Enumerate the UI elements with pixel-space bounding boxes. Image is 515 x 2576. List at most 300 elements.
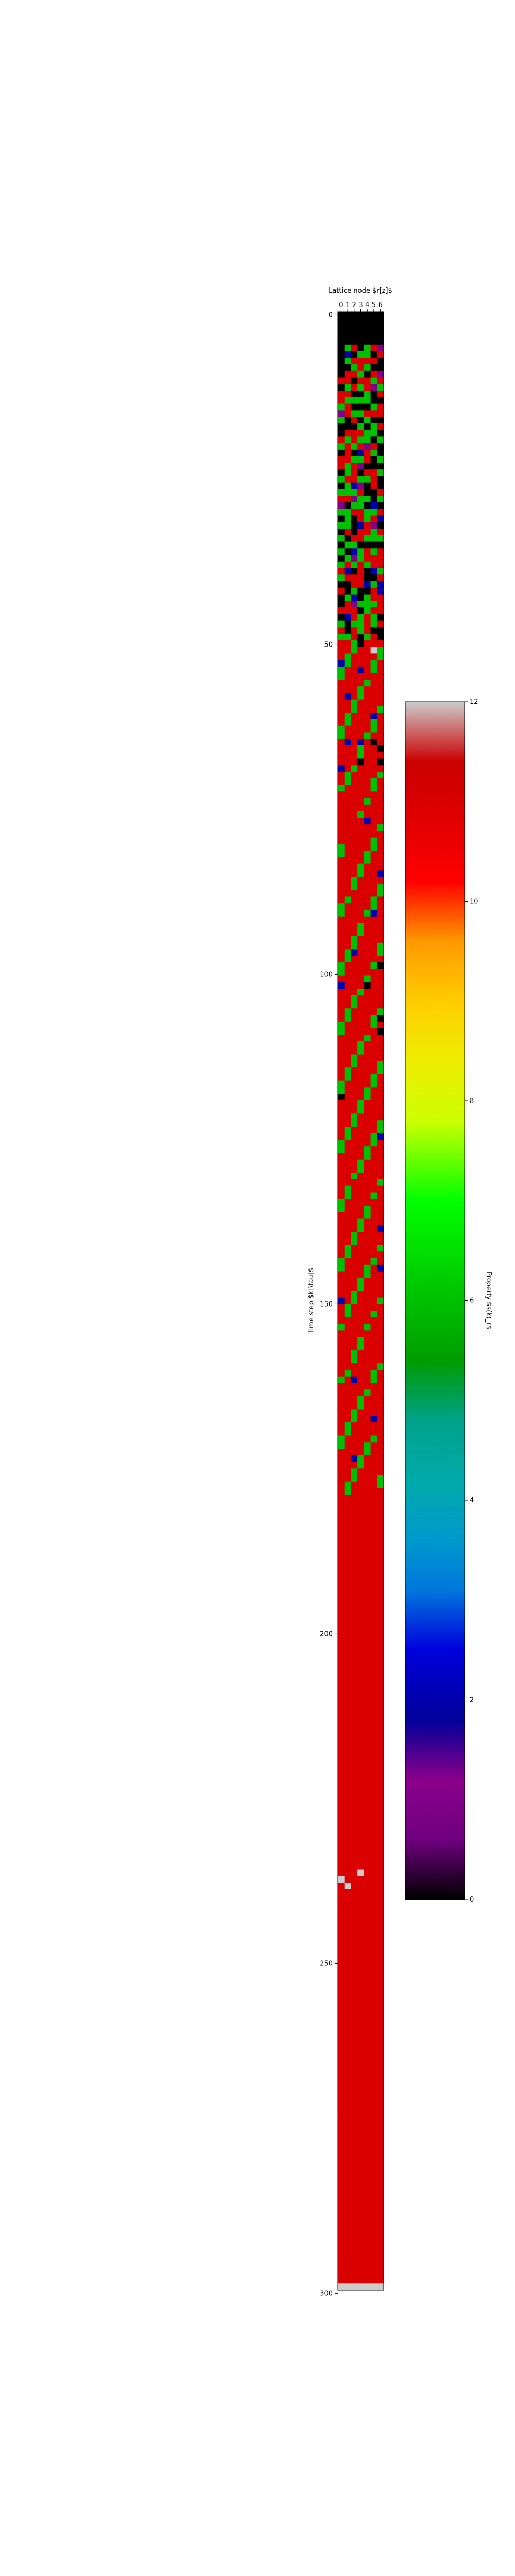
heatmap-cell <box>371 989 377 995</box>
heatmap-cell <box>345 1239 351 1245</box>
heatmap-cell <box>345 2027 351 2034</box>
heatmap-cell <box>357 1219 364 1226</box>
heatmap-cell <box>345 1186 351 1193</box>
heatmap-cell <box>377 1744 384 1751</box>
heatmap-cell <box>338 1100 345 1107</box>
heatmap-cell <box>338 1718 345 1725</box>
heatmap-cell <box>351 1245 357 1252</box>
heatmap-cell <box>371 325 377 332</box>
heatmap-cell <box>345 1002 351 1009</box>
heatmap-cell <box>345 976 351 982</box>
heatmap-cell <box>377 896 384 903</box>
heatmap-cell <box>338 1488 345 1495</box>
heatmap-cell <box>357 2066 364 2073</box>
heatmap-cell <box>371 2027 377 2034</box>
heatmap-cell <box>377 1028 384 1035</box>
heatmap-cell <box>377 1639 384 1646</box>
heatmap-cell <box>345 1804 351 1810</box>
heatmap-cell <box>357 1994 364 2001</box>
heatmap-cell <box>364 1067 371 1074</box>
heatmap-cell <box>338 765 345 772</box>
heatmap-cell <box>357 2040 364 2047</box>
heatmap-cell <box>364 1718 371 1725</box>
heatmap-cell <box>377 2139 384 2146</box>
heatmap-cell <box>357 496 364 502</box>
heatmap-cell <box>351 851 357 857</box>
heatmap-cell <box>338 772 345 778</box>
heatmap-cell <box>377 1160 384 1166</box>
heatmap-cell <box>357 1455 364 1462</box>
heatmap-cell <box>371 713 377 719</box>
heatmap-cell <box>357 1771 364 1777</box>
heatmap-cell <box>371 1008 377 1015</box>
heatmap-cell <box>338 1193 345 1199</box>
heatmap-cell <box>338 331 345 338</box>
heatmap-cell <box>357 1699 364 1705</box>
heatmap-cell <box>351 1350 357 1357</box>
heatmap-cell <box>338 1350 345 1357</box>
heatmap-cell <box>345 1468 351 1475</box>
heatmap-cell <box>371 1041 377 1048</box>
heatmap-cell <box>357 338 364 345</box>
heatmap-cell <box>371 1909 377 1916</box>
heatmap-cell <box>338 1410 345 1416</box>
heatmap-cell <box>345 423 351 430</box>
heatmap-cell <box>351 1823 357 1830</box>
heatmap-cell <box>351 2139 357 2146</box>
heatmap-cell <box>345 588 351 595</box>
heatmap-cell <box>371 542 377 549</box>
heatmap-cell <box>377 1061 384 1067</box>
heatmap-cell <box>338 1810 345 1817</box>
heatmap-cell <box>364 1298 371 1304</box>
heatmap-cell <box>338 1239 345 1245</box>
heatmap-cell <box>377 1797 384 1804</box>
heatmap-cell <box>371 2119 377 2126</box>
heatmap-cell <box>364 805 371 811</box>
heatmap-cell <box>371 1968 377 1975</box>
heatmap-cell <box>351 2231 357 2238</box>
heatmap-cell <box>364 436 371 443</box>
heatmap-cell <box>351 535 357 542</box>
heatmap-cell <box>371 1160 377 1166</box>
heatmap-cell <box>371 1015 377 1022</box>
heatmap-cell <box>338 1521 345 1528</box>
heatmap-cell <box>338 2093 345 2099</box>
heatmap-cell <box>377 1876 384 1883</box>
heatmap-cell <box>345 1350 351 1357</box>
heatmap-cell <box>371 1961 377 1968</box>
heatmap-cell <box>377 423 384 430</box>
heatmap-cell <box>351 1613 357 1620</box>
heatmap-cell <box>345 378 351 384</box>
heatmap-cell <box>371 851 377 857</box>
heatmap-cell <box>377 410 384 417</box>
heatmap-cell <box>371 1804 377 1810</box>
heatmap-cell <box>345 949 351 956</box>
heatmap-cell <box>364 2054 371 2060</box>
heatmap-cell <box>371 1298 377 1304</box>
heatmap-cell <box>357 1758 364 1765</box>
heatmap-cell <box>371 1541 377 1548</box>
heatmap-cell <box>364 397 371 404</box>
heatmap-cell <box>377 1232 384 1239</box>
heatmap-cell <box>357 2185 364 2192</box>
heatmap-cell <box>338 1732 345 1738</box>
heatmap-cell <box>371 2007 377 2014</box>
heatmap-cell <box>345 522 351 529</box>
heatmap-cell <box>345 1685 351 1692</box>
heatmap-cell <box>345 811 351 818</box>
heatmap-cell <box>371 949 377 956</box>
heatmap-cell <box>357 1350 364 1357</box>
heatmap-cell <box>357 1804 364 1810</box>
heatmap-cell <box>371 489 377 496</box>
heatmap-cell <box>357 568 364 575</box>
heatmap-cell <box>351 1495 357 1501</box>
heatmap-cell <box>371 1403 377 1410</box>
heatmap-cell <box>338 443 345 450</box>
heatmap-cell <box>357 2218 364 2225</box>
heatmap-cell <box>338 1081 345 1088</box>
heatmap-cell <box>377 1646 384 1653</box>
heatmap-cell <box>377 1554 384 1561</box>
heatmap-cell <box>338 2113 345 2120</box>
heatmap-cell <box>338 923 345 929</box>
heatmap-cell <box>351 693 357 700</box>
heatmap-cell <box>351 1166 357 1173</box>
heatmap-cell <box>364 1751 371 1758</box>
heatmap-cell <box>371 1863 377 1870</box>
y-tick-label: 200 <box>320 1630 333 1638</box>
heatmap-cell <box>377 870 384 877</box>
heatmap-cell <box>364 1817 371 1823</box>
heatmap-cell <box>345 1942 351 1948</box>
heatmap-cell <box>338 515 345 522</box>
heatmap-cell <box>364 1278 371 1284</box>
heatmap-cell <box>364 713 371 719</box>
heatmap-cell <box>338 614 345 621</box>
heatmap-cell <box>377 759 384 766</box>
heatmap-cell <box>338 831 345 838</box>
heatmap-cell <box>351 1002 357 1009</box>
heatmap-cell <box>371 364 377 371</box>
heatmap-cell <box>377 929 384 936</box>
heatmap-cell <box>351 1633 357 1639</box>
heatmap-cell <box>357 772 364 778</box>
heatmap-cell <box>351 318 357 325</box>
heatmap-cell <box>338 2021 345 2027</box>
heatmap-cell <box>338 1337 345 1344</box>
heatmap-cell <box>338 1002 345 1009</box>
heatmap-cell <box>371 2080 377 2087</box>
heatmap-cell <box>364 1889 371 1896</box>
heatmap-cell <box>357 739 364 745</box>
heatmap-cell <box>345 1620 351 1626</box>
heatmap-cell <box>345 331 351 338</box>
heatmap-cell <box>351 2099 357 2106</box>
heatmap-cell <box>364 1370 371 1377</box>
heatmap-cell <box>345 2054 351 2060</box>
heatmap-cell <box>351 706 357 713</box>
heatmap-cell <box>377 1403 384 1410</box>
heatmap-cell <box>357 1889 364 1896</box>
heatmap-cell <box>351 1699 357 1705</box>
heatmap-cell <box>357 693 364 700</box>
heatmap-cell <box>364 489 371 496</box>
heatmap-cell <box>351 1777 357 1784</box>
heatmap-cell <box>377 995 384 1002</box>
heatmap-cell <box>357 1041 364 1048</box>
heatmap-cell <box>357 719 364 726</box>
heatmap-cell <box>351 2152 357 2159</box>
heatmap-cell <box>371 1133 377 1140</box>
heatmap-cell <box>338 1291 345 1298</box>
heatmap-cell <box>345 542 351 549</box>
heatmap-cell <box>377 2172 384 2178</box>
heatmap-cell <box>377 522 384 529</box>
heatmap-cell <box>364 2047 371 2054</box>
heatmap-cell <box>338 1436 345 1443</box>
heatmap-cell <box>357 667 364 673</box>
heatmap-cell <box>364 1337 371 1344</box>
heatmap-cell <box>351 1725 357 1732</box>
heatmap-cell <box>364 1245 371 1252</box>
heatmap-cell <box>338 910 345 917</box>
heatmap-cell <box>364 1146 371 1153</box>
heatmap-cell <box>338 627 345 634</box>
heatmap-cell <box>357 1639 364 1646</box>
heatmap-cell <box>364 2033 371 2040</box>
heatmap-cell <box>371 1324 377 1331</box>
heatmap-cell <box>364 614 371 621</box>
heatmap-cell <box>364 851 371 857</box>
heatmap-cell <box>357 1501 364 1508</box>
heatmap-cell <box>345 2106 351 2113</box>
heatmap-cell <box>357 1850 364 1856</box>
heatmap-cell <box>377 877 384 884</box>
heatmap-cell <box>338 1672 345 1679</box>
heatmap-cell <box>364 1291 371 1298</box>
heatmap-cell <box>345 1074 351 1081</box>
heatmap-cell <box>364 627 371 634</box>
heatmap-cell <box>371 1350 377 1357</box>
heatmap-cell <box>351 2198 357 2205</box>
heatmap-cell <box>351 1981 357 1988</box>
heatmap-cell <box>364 1850 371 1856</box>
heatmap-cell <box>338 1594 345 1600</box>
heatmap-cell <box>364 469 371 476</box>
heatmap-cell <box>351 2218 357 2225</box>
heatmap-cell <box>357 312 364 318</box>
heatmap-cell <box>371 844 377 851</box>
heatmap-cell <box>345 1699 351 1705</box>
heatmap-cell <box>371 1127 377 1133</box>
heatmap-cell <box>345 1028 351 1035</box>
heatmap-cell <box>377 2021 384 2027</box>
heatmap-cell <box>338 1653 345 1659</box>
heatmap-cell <box>351 877 357 884</box>
heatmap-cell <box>357 1462 364 1469</box>
heatmap-cell <box>371 1120 377 1127</box>
heatmap-cell <box>377 2198 384 2205</box>
heatmap-cell <box>377 1758 384 1765</box>
heatmap-cell <box>371 785 377 792</box>
heatmap-cell <box>345 2244 351 2251</box>
heatmap-cell <box>364 2060 371 2066</box>
heatmap-cell <box>351 1784 357 1791</box>
heatmap-cell <box>345 410 351 417</box>
heatmap-cell <box>351 1173 357 1179</box>
heatmap-cell <box>364 1758 371 1765</box>
heatmap-cell <box>364 1035 371 1041</box>
heatmap-cell <box>345 2001 351 2008</box>
heatmap-cell <box>364 2231 371 2238</box>
heatmap-cell <box>351 1955 357 1961</box>
heatmap-cell <box>357 1035 364 1041</box>
heatmap-cell <box>345 404 351 411</box>
heatmap-cell <box>357 1764 364 1771</box>
colorbar-tick-label: 0 <box>470 1896 474 1904</box>
heatmap-cell <box>338 607 345 614</box>
heatmap-cell <box>338 1225 345 1232</box>
heatmap-cell <box>338 463 345 469</box>
heatmap-cell <box>371 640 377 647</box>
heatmap-cell <box>377 2040 384 2047</box>
heatmap-cell <box>357 1357 364 1363</box>
heatmap-cell <box>338 1528 345 1534</box>
heatmap-cell <box>351 838 357 844</box>
heatmap-cell <box>345 391 351 397</box>
heatmap-cell <box>357 436 364 443</box>
heatmap-cell <box>364 515 371 522</box>
heatmap-cell <box>357 1008 364 1015</box>
heatmap-cell <box>351 719 357 726</box>
heatmap-cell <box>371 1495 377 1501</box>
heatmap-cell <box>364 982 371 989</box>
heatmap-cell <box>377 1626 384 1633</box>
heatmap-cell <box>345 417 351 423</box>
heatmap-cell <box>377 1561 384 1567</box>
heatmap-cell <box>338 745 345 752</box>
heatmap-cell <box>371 2211 377 2218</box>
heatmap-cell <box>371 1692 377 1699</box>
heatmap-cell <box>338 1534 345 1541</box>
heatmap-cell <box>345 943 351 950</box>
heatmap-cell <box>364 391 371 397</box>
heatmap-cell <box>377 673 384 680</box>
heatmap-cell <box>351 2106 357 2113</box>
heatmap-cell <box>377 1738 384 1744</box>
heatmap-cell <box>364 1468 371 1475</box>
heatmap-cell <box>338 818 345 824</box>
heatmap-cell <box>338 2001 345 2008</box>
heatmap-cell <box>377 489 384 496</box>
heatmap-cell <box>357 903 364 910</box>
heatmap-cell <box>364 1606 371 1613</box>
heatmap-cell <box>377 1265 384 1272</box>
heatmap-cell <box>345 2224 351 2231</box>
heatmap-cell <box>371 1547 377 1554</box>
heatmap-cell <box>351 1863 357 1870</box>
heatmap-cell <box>345 2007 351 2014</box>
heatmap-cell <box>377 1094 384 1100</box>
heatmap-cell <box>357 345 364 351</box>
heatmap-cell <box>371 1850 377 1856</box>
heatmap-cell <box>364 1265 371 1272</box>
heatmap-cell <box>338 601 345 607</box>
heatmap-cell <box>364 791 371 798</box>
heatmap-cell <box>377 686 384 693</box>
heatmap-cell <box>351 351 357 358</box>
heatmap-cell <box>338 2106 345 2113</box>
heatmap-cell <box>371 752 377 759</box>
heatmap-cell <box>351 1916 357 1922</box>
heatmap-cell <box>364 1561 371 1567</box>
heatmap-cell <box>377 318 384 325</box>
heatmap-cell <box>357 1896 364 1903</box>
heatmap-cell <box>345 1784 351 1791</box>
heatmap-cell <box>345 1442 351 1449</box>
heatmap-cell <box>338 430 345 437</box>
heatmap-cell <box>345 956 351 962</box>
heatmap-cell <box>345 1488 351 1495</box>
heatmap-cell <box>377 805 384 811</box>
heatmap-cell <box>371 417 377 423</box>
heatmap-cell <box>364 1258 371 1265</box>
heatmap-cell <box>377 1422 384 1429</box>
heatmap-cell <box>364 1403 371 1410</box>
heatmap-cell <box>377 706 384 713</box>
heatmap-cell <box>351 1475 357 1482</box>
heatmap-cell <box>357 910 364 917</box>
heatmap-cell <box>345 555 351 562</box>
heatmap-cell <box>357 1685 364 1692</box>
heatmap-cell <box>364 2139 371 2146</box>
heatmap-cell <box>345 1383 351 1389</box>
heatmap-cell <box>371 2132 377 2139</box>
heatmap-cell <box>357 1922 364 1929</box>
heatmap-cell <box>377 1666 384 1672</box>
heatmap-cell <box>357 1534 364 1541</box>
heatmap-cell <box>377 745 384 752</box>
heatmap-cell <box>371 2218 377 2225</box>
heatmap-cell <box>371 1955 377 1961</box>
heatmap-cell <box>364 358 371 364</box>
heatmap-cell <box>371 2185 377 2192</box>
heatmap-cell <box>338 936 345 943</box>
heatmap-cell <box>338 1777 345 1784</box>
heatmap-cell <box>357 1389 364 1396</box>
heatmap-cell <box>338 700 345 706</box>
heatmap-cell <box>371 338 377 345</box>
heatmap-cell <box>357 463 364 469</box>
heatmap-cell <box>338 483 345 489</box>
heatmap-cell <box>377 1817 384 1823</box>
heatmap-cell <box>357 1422 364 1429</box>
heatmap-cell <box>377 732 384 739</box>
heatmap-cell <box>338 1015 345 1022</box>
heatmap-cell <box>377 1896 384 1903</box>
y-tick-label: 100 <box>320 971 333 979</box>
heatmap-cell <box>371 1777 377 1784</box>
heatmap-cell <box>345 1777 351 1784</box>
heatmap-cell <box>371 2087 377 2093</box>
heatmap-cell <box>364 824 371 831</box>
heatmap-cell <box>338 1377 345 1383</box>
heatmap-cell <box>357 1186 364 1193</box>
heatmap-cell <box>338 621 345 628</box>
